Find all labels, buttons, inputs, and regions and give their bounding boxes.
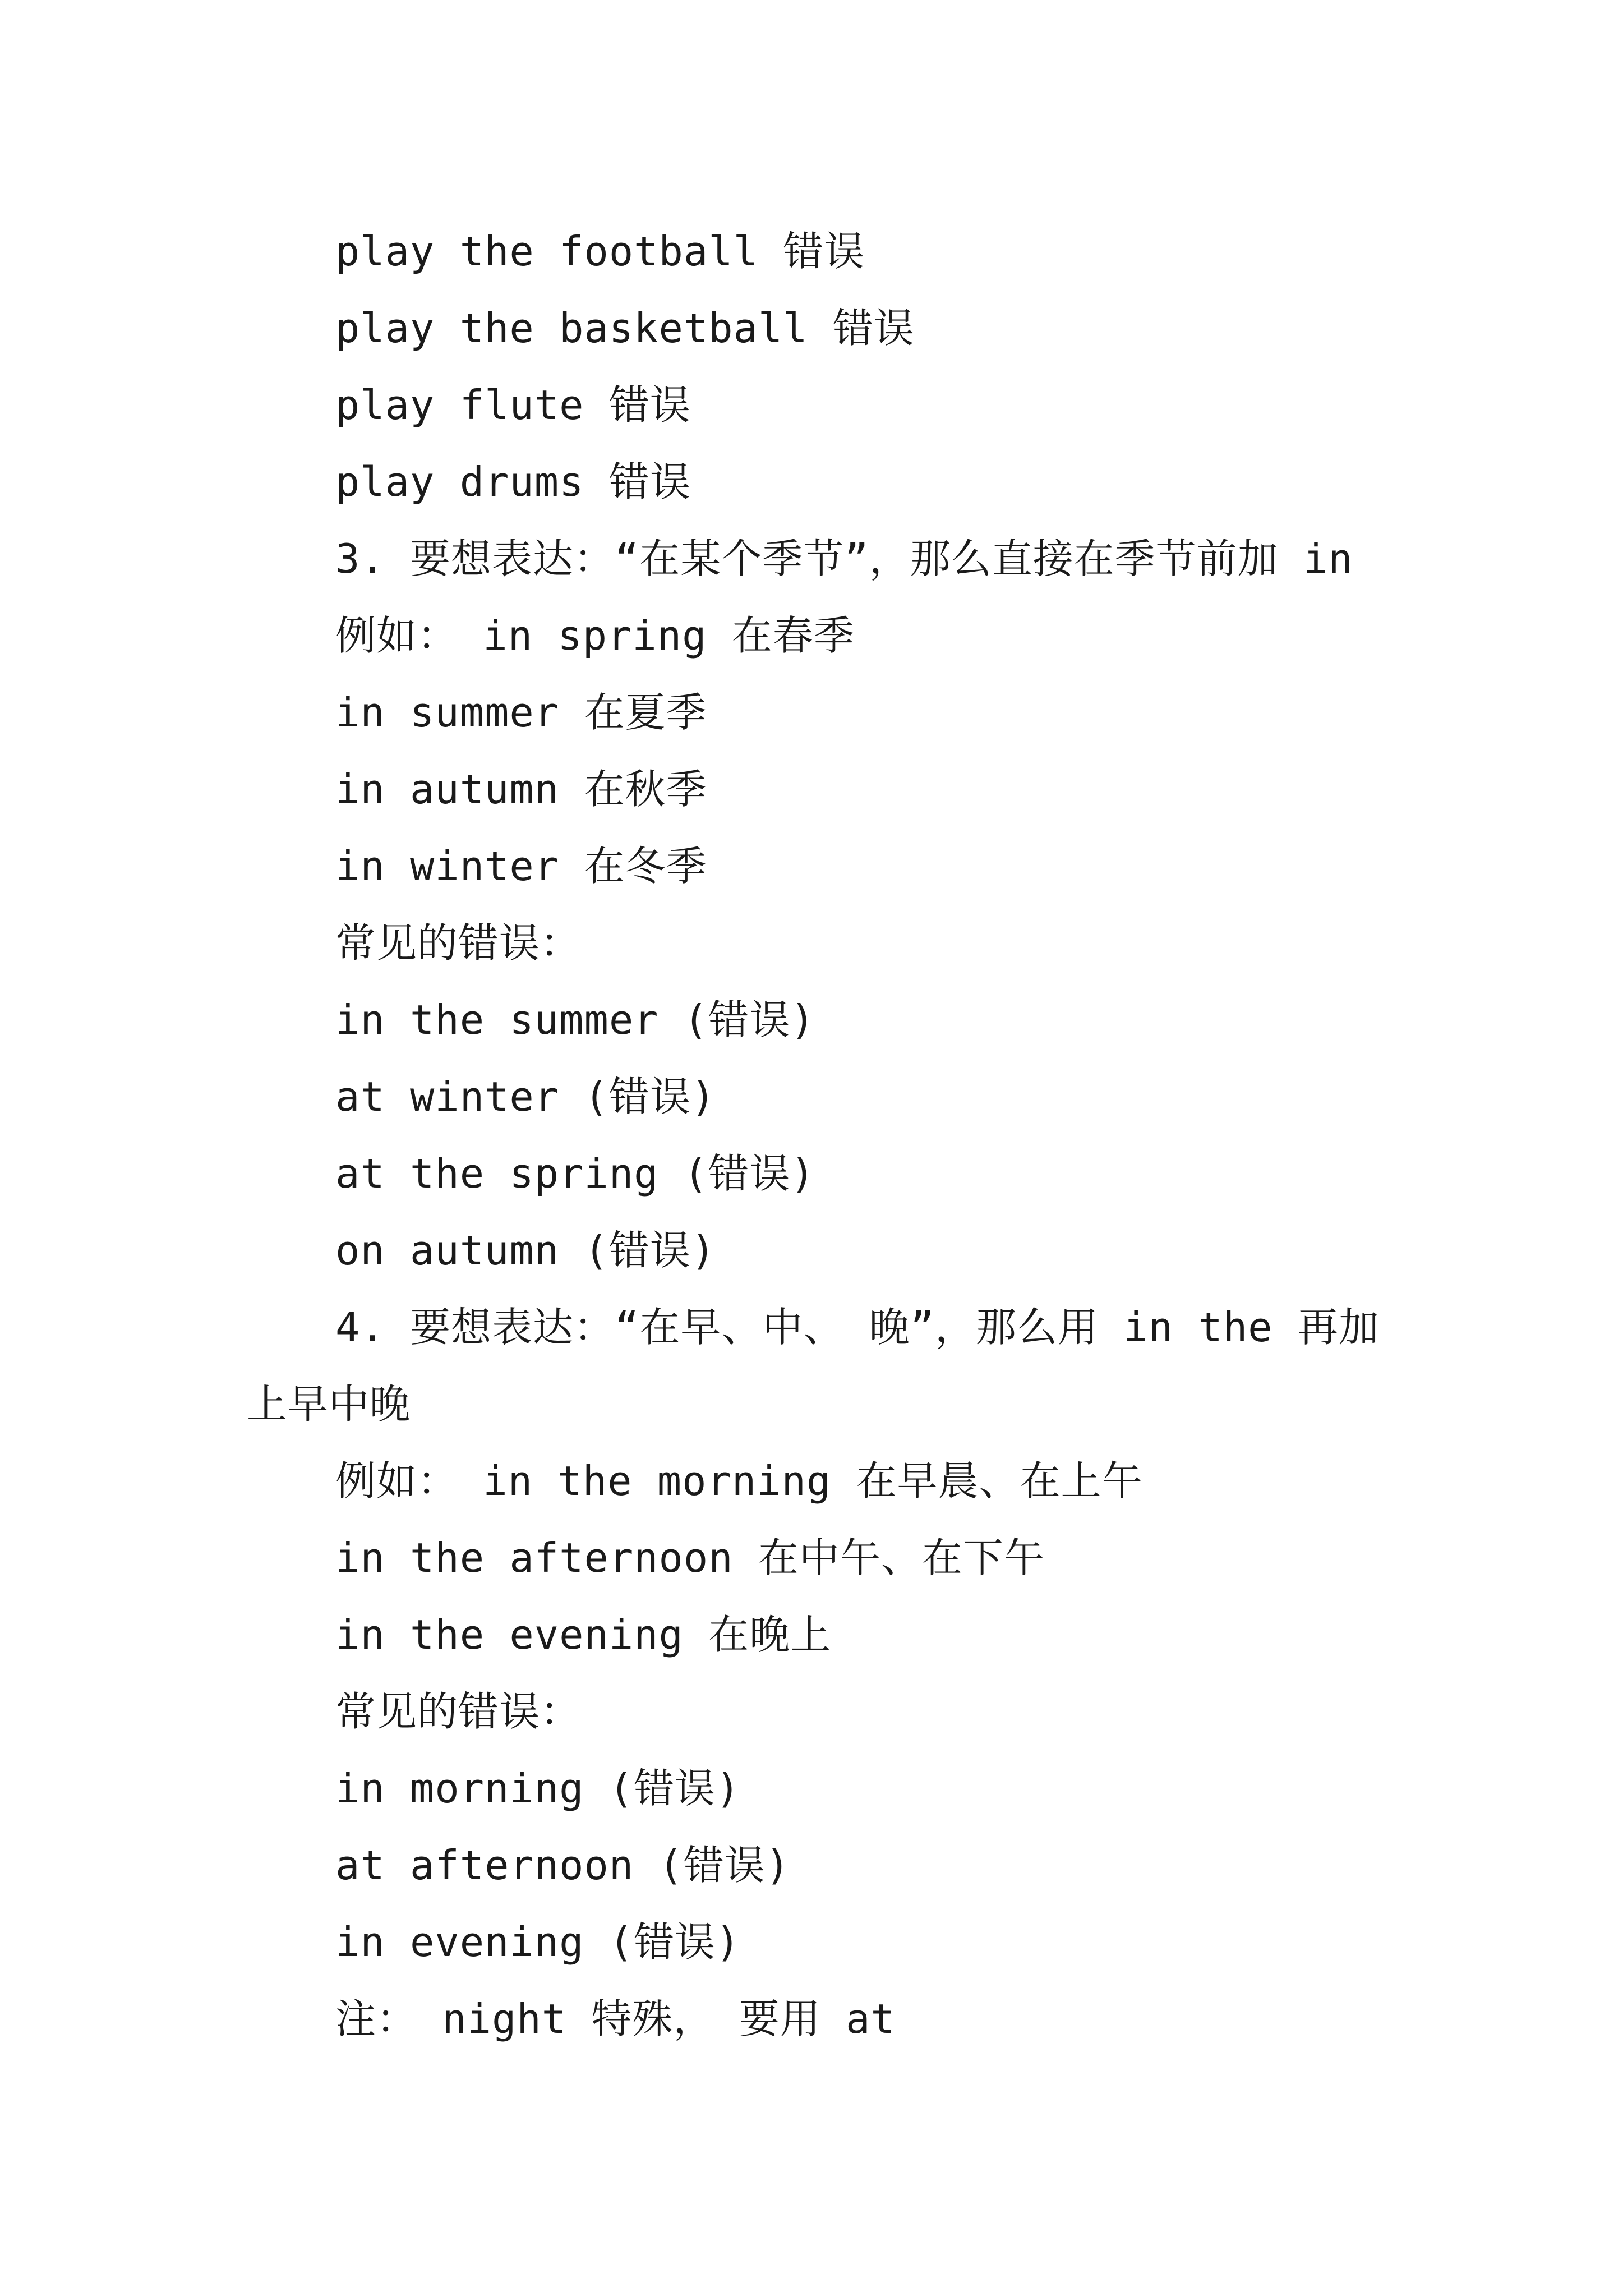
section-heading-3: 3. 要想表达：“在某个季节”，那么直接在季节前加 in [335, 535, 1353, 582]
error-line: in evening (错误) [335, 1918, 741, 1966]
text-line: play flute 错误 [335, 381, 691, 429]
common-errors-label: 常见的错误： [335, 1688, 582, 1735]
note-line: 注： night 特殊， 要用 at [335, 1995, 896, 2042]
error-line: at afternoon (错误) [335, 1842, 791, 1889]
error-line: at winter (错误) [335, 1073, 716, 1120]
text-line: in summer 在夏季 [335, 689, 707, 736]
error-line: at the spring (错误) [335, 1150, 815, 1197]
error-line: on autumn (错误) [335, 1227, 716, 1274]
section-heading-4-continuation: 上早中晚 [247, 1381, 411, 1428]
text-line: play the football 错误 [335, 228, 865, 275]
example-line: 例如： in spring 在春季 [335, 612, 855, 659]
example-line: 例如： in the morning 在早晨、在上午 [335, 1457, 1143, 1504]
document-body [247, 213, 1413, 2058]
section-heading-4: 4. 要想表达：“在早、中、 晚”，那么用 in the 再加 [335, 1304, 1380, 1351]
text-line: in winter 在冬季 [335, 843, 707, 890]
text-line: play the basketball 错误 [335, 305, 915, 352]
common-errors-label: 常见的错误： [335, 919, 582, 967]
error-line: in morning (错误) [335, 1765, 741, 1812]
text-line: in the afternoon 在中午、在下午 [335, 1534, 1045, 1581]
text-line: in the evening 在晚上 [335, 1611, 832, 1658]
error-line: in the summer (错误) [335, 996, 815, 1043]
text-line: play drums 错误 [335, 458, 691, 505]
text-line: in autumn 在秋季 [335, 766, 707, 813]
